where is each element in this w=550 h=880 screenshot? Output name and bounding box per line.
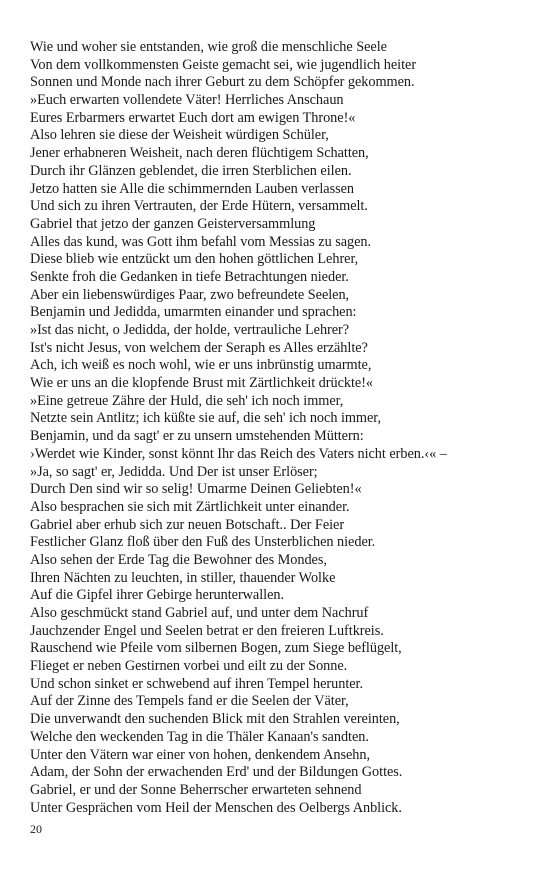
verse-line: Ist's nicht Jesus, von welchem der Seraph es Alles erzählte? xyxy=(30,339,368,356)
verse-line: Und schon sinket er schwebend auf ihren Tempel herunter. xyxy=(30,675,364,692)
verse-line: Unter Gesprächen vom Heil der Menschen des Oelbergs Anblick. xyxy=(30,799,402,816)
verse-line: Flieget er neben Gestirnen vorbei und eilt zu der Sonne. xyxy=(30,658,348,675)
verse-line: Diese blieb wie entzückt um den hohen göttlichen Lehrer, xyxy=(30,251,359,268)
verse-line: Adam, der Sohn der erwachenden Erd' und der Bildungen Gottes. xyxy=(30,764,403,781)
verse-line: Wie und woher sie entstanden, wie groß die menschliche Seele xyxy=(30,39,387,55)
verse-line: Wie er uns an die klopfende Brust mit Zärtlichkeit drückte!« xyxy=(30,375,374,392)
verse-line: Aber ein liebenswürdiges Paar, zwo befreundete Seelen, xyxy=(30,286,350,303)
verse-line: »Ist das nicht, o Jedidda, der holde, vertrauliche Lehrer? xyxy=(30,322,350,338)
verse-line: Und sich zu ihren Vertrauten, der Erde Hütern, versammelt. xyxy=(30,198,368,215)
verse-line: Also besprachen sie sich mit Zärtlichkeit unter einander. xyxy=(30,498,350,515)
verse-line: Ihren Nächten zu leuchten, in stiller, thauender Wolke xyxy=(30,569,336,586)
verse-text-block xyxy=(30,39,540,817)
verse-line: Jener erhabneren Weisheit, nach deren flüchtigem Schatten, xyxy=(30,145,369,162)
verse-line: Eures Erbarmers erwartet Euch dort am ewigen Throne!« xyxy=(30,109,356,126)
verse-line: Benjamin, und da sagt' er zu unsern umstehenden Müttern: xyxy=(30,428,364,445)
verse-line: Rauschend wie Pfeile vom silbernen Bogen, zum Siege beflügelt, xyxy=(30,640,402,657)
verse-line: Sonnen und Monde nach ihrer Geburt zu dem Schöpfer gekommen. xyxy=(30,74,415,91)
verse-line: Alles das kund, was Gott ihm befahl vom Messias zu sagen. xyxy=(30,233,372,250)
verse-line: Ach, ich weiß es noch wohl, wie er uns inbrünstig umarmte, xyxy=(30,357,372,374)
verse-line: Jauchzender Engel und Seelen betrat er den freieren Luftkreis. xyxy=(30,622,384,639)
verse-line: Durch ihr Glänzen geblendet, die irren Sterblichen eilen. xyxy=(30,162,352,179)
verse-line: Gabriel, er und der Sonne Beherrscher erwarteten sehnend xyxy=(30,781,362,798)
verse-line: Auf der Zinne des Tempels fand er die Seelen der Väter, xyxy=(30,693,349,710)
verse-line: Festlicher Glanz floß über den Fuß des Unsterblichen nieder. xyxy=(30,534,376,551)
verse-line: Senkte froh die Gedanken in tiefe Betrachtungen nieder. xyxy=(30,268,349,285)
verse-line: Von dem vollkommensten Geiste gemacht sei, wie jugendlich heiter xyxy=(30,56,417,73)
verse-line: Gabriel that jetzo der ganzen Geisterversammlung xyxy=(30,215,316,232)
verse-line: Also lehren sie diese der Weisheit würdigen Schüler, xyxy=(30,127,329,144)
verse-line: Die unverwandt den suchenden Blick mit den Strahlen vereinten, xyxy=(30,711,400,728)
verse-line: »Ja, so sagt' er, Jedidda. Und Der ist unser Erlöser; xyxy=(30,463,318,480)
verse-line: Also sehen der Erde Tag die Bewohner des Mondes, xyxy=(30,551,327,568)
verse-line: »Euch erwarten vollendete Väter! Herrliches Anschaun xyxy=(30,92,344,109)
verse-line: Benjamin und Jedidda, umarmten einander und sprachen: xyxy=(30,304,357,321)
page-number: 20 xyxy=(30,822,42,836)
verse-line: »Eine getreue Zähre der Huld, die seh' ich noch immer, xyxy=(30,392,344,409)
verse-line: Jetzo hatten sie Alle die schimmernden Lauben verlassen xyxy=(30,180,354,197)
verse-line: Durch Den sind wir so selig! Umarme Deinen Geliebten!« xyxy=(30,481,362,498)
verse-line: ›Werdet wie Kinder, sonst könnt Ihr das Reich des Vaters nicht erben.‹« – xyxy=(30,445,447,462)
verse-line: Also geschmückt stand Gabriel auf, und unter dem Nachruf xyxy=(30,605,369,621)
verse-line: Netzte sein Antlitz; ich küßte sie auf, die seh' ich noch immer, xyxy=(30,410,381,427)
verse-line: Unter den Vätern war einer von hohen, denkendem Ansehn, xyxy=(30,746,371,763)
verse-line: Welche den weckenden Tag in die Thäler Kanaan's sandten. xyxy=(30,728,369,745)
verse-line: Auf die Gipfel ihrer Gebirge herunterwallen. xyxy=(30,587,284,604)
verse-line: Gabriel aber erhub sich zur neuen Botschaft.. Der Feier xyxy=(30,516,345,533)
